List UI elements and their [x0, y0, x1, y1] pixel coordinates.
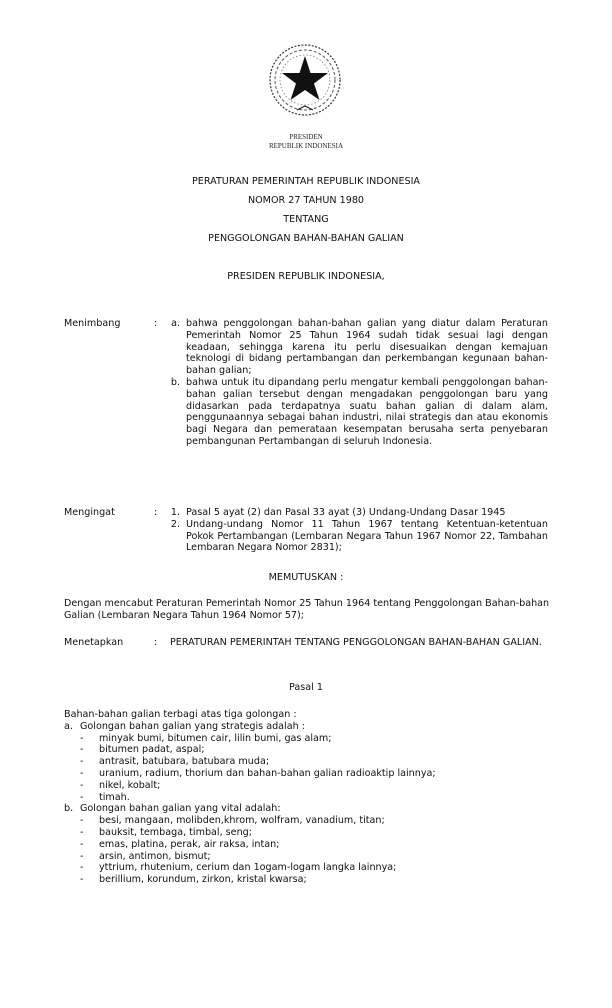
item-text: Pasal 5 ayat (2) dan Pasal 33 ayat (3) Undang-Undang Dasar 1945	[186, 507, 506, 518]
list-item: - bauksit, tembaga, timbal, seng;	[80, 826, 252, 838]
menimbang-label: Menimbang	[64, 318, 121, 329]
list-item: - timah.	[80, 791, 130, 803]
mengingat-item-2	[64, 519, 548, 554]
list-item: - yttrium, rhutenium, cerium dan 1ogam-logam langka lainnya;	[80, 862, 397, 874]
emblem-caption-republik: REPUBLIK INDONESIA	[268, 142, 344, 150]
mengingat-section	[64, 507, 548, 554]
regulation-title: PERATURAN PEMERINTAH REPUBLIK INDONESIA	[192, 176, 420, 187]
mengingat-item-1	[64, 507, 548, 519]
colon: :	[154, 637, 158, 648]
regulation-subject: PENGGOLONGAN BAHAN-BAHAN GALIAN	[208, 233, 404, 244]
garuda-star-emblem-icon	[267, 42, 343, 118]
group-b-title	[64, 803, 548, 815]
menetapkan-section	[64, 637, 548, 649]
list-item: - arsin, antimon, bismut;	[80, 850, 211, 862]
list-item: - berillium, korundum, zirkon, kristal kwarsa;	[80, 874, 307, 886]
list-item: - uranium, radium, thorium dan bahan-bahan galian radioaktip lainnya;	[80, 767, 436, 779]
colon: :	[154, 318, 158, 329]
group-title: Golongan bahan galian yang vital adalah:	[80, 803, 281, 815]
pasal-1-heading: Pasal 1	[289, 682, 323, 693]
emblem-caption-presiden: PRESIDEN	[289, 133, 323, 141]
memutuskan-heading: MEMUTUSKAN :	[268, 572, 344, 583]
list-item: - minyak bumi, bitumen cair, lilin bumi, gas alam;	[80, 732, 332, 744]
colon: :	[154, 507, 158, 518]
pencabutan-paragraph	[64, 598, 550, 622]
menetapkan-text: PERATURAN PEMERINTAH TENTANG PENGGOLONGAN BAHAN-BAHAN GALIAN.	[170, 637, 542, 648]
item-key: 1.	[170, 507, 180, 518]
item-text: bahwa penggolongan bahan-bahan galian yang diatur dalam Peraturan Pemerintah Nomor 25 Tahun 1964 sudah tidak sesuai lagi dengan keadaan, sehingga karena itu perlu disesuaikan dengan kemajuan teknologi di bidang pertambangan dan perkembangan kegunaan bahan-bahan galian;	[186, 318, 548, 377]
mengingat-label: Mengingat	[64, 507, 115, 518]
group-key: b.	[64, 803, 74, 815]
list-item: - emas, platina, perak, air raksa, intan;	[80, 838, 280, 850]
regulation-number: NOMOR 27 TAHUN 1980	[247, 195, 365, 206]
issuer-line: PRESIDEN REPUBLIK INDONESIA,	[227, 271, 385, 282]
item-key: a.	[171, 318, 180, 329]
list-item: - bitumen padat, aspal;	[80, 744, 205, 756]
item-key: 2.	[170, 518, 180, 530]
pasal-1-intro: Bahan-bahan galian terbagi atas tiga golongan :	[64, 709, 297, 720]
group-title: Golongan bahan galian yang strategis adalah :	[80, 720, 305, 732]
group-a-title	[64, 721, 548, 733]
list-item: - nikel, kobalt;	[80, 779, 161, 791]
pencabutan-text: Dengan mencabut Peraturan Pemerintah Nomor 25 Tahun 1964 tentang Penggolongan Bahan-bahan Galian (Lembaran Negara Tahun 1964 Nomor 57);	[64, 598, 550, 621]
menimbang-item-b	[64, 377, 548, 448]
item-text: Undang-undang Nomor 11 Tahun 1967 tentang Ketentuan-ketentuan Pokok Pertambangan (Lembaran Negara Tahun 1967 Nomor 22, Tambahan Lembaran Negara Nomor 2831);	[186, 518, 548, 554]
menetapkan-label: Menetapkan	[64, 637, 124, 648]
item-text: bahwa untuk itu dipandang perlu mengatur kembali penggolongan bahan-bahan galian tersebut dengan mengadakan penggolongan baru yang didasarkan pada terdapatnya suatu bahan galian di dalam alam, penggunaannya sebagai bahan industri, nilai strategis dan atau ekonomis bagi Negara dan pemerataan kesempatan berusaha serta penyebaran pembangunan Pertambangan di seluruh Indonesia.	[186, 376, 548, 447]
item-key: b.	[170, 376, 180, 388]
list-item: - besi, mangaan, molibden,khrom, wolfram, vanadium, titan;	[80, 815, 385, 827]
menimbang-section	[64, 318, 548, 448]
menimbang-item-a	[64, 318, 548, 377]
pasal-1-body	[64, 709, 548, 886]
group-key: a.	[64, 720, 73, 732]
list-item: - antrasit, batubara, batubara muda;	[80, 756, 270, 768]
regulation-tentang: TENTANG	[283, 214, 329, 225]
